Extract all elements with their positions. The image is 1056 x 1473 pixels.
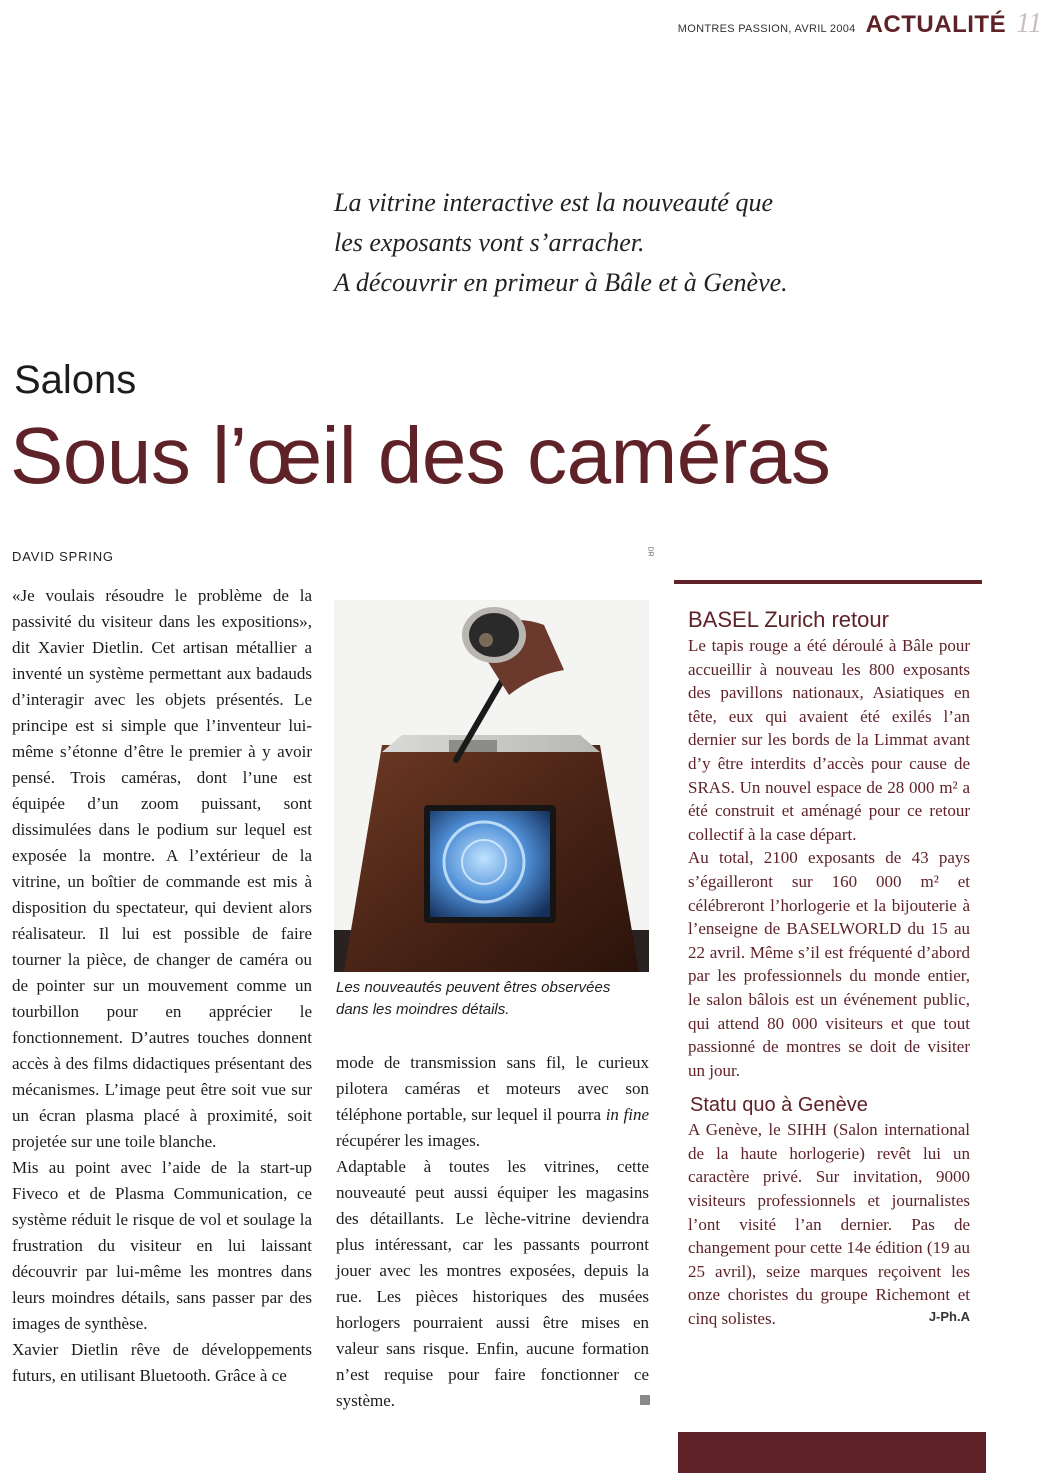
italic-phrase: in fine — [605, 1105, 649, 1124]
page-number: 11 — [1016, 8, 1042, 39]
article-paragraph: Mis au point avec l’aide de la start-up Fiveco et de Plasma Communication, ce système réduit le risque de vol et soulage la frustration du visiteur en lui laissant découvrir par lui-même les montres dans leurs moindres détails, sans passer par des images de synthèse. — [12, 1158, 312, 1333]
sidebar-title: BASEL Zurich retour — [688, 607, 889, 632]
sidebar-paragraph: A Genève, le SIHH (Salon international de la haute horlogerie) revêt lui un caractère privé. Sur invitation, 9000 visiteurs professionnels et journalistes l’ont visité l’an dernier. Pas de changement pour cette 14e édition (19 au 25 avril), seize marques reçoivent les onze choristes du groupe Richemont et cinq solistes. — [688, 1120, 970, 1329]
article-paragraph: Adaptable à toutes les vitrines, cette nouveauté peut aussi équiper les magasins des détaillants. Le lèche-vitrine deviendra plus intéressant, car les passants pourront jouer avec les montres exposées, depuis la rue. Les pièces historiques des musées horlogers pourraient aussi être mises en valeur sans risque. Enfin, aucune formation n’est requise pour faire fonctionner ce système. — [336, 1157, 649, 1410]
sidebar-paragraph: Au total, 2100 exposants de 43 pays s’égailleront sur 160 000 m² et célébreront l’horlogerie et la bijouterie à l’enseigne de BASELWORLD du 15 au 22 avril. Même s’il est fréquenté d’abord par les professionnels du monde entier, le salon bâlois est un événement public, qui attend 80 000 visiteurs et que tout passionné de montres se doit de visiter un jour. — [688, 848, 970, 1080]
sidebar-top-rule — [674, 580, 982, 584]
decorative-color-block — [678, 1432, 986, 1473]
article-paragraph: «Je voulais résoudre le problème de la passivité du visiteur dans les expositions», dit Xavier Dietlin. Cet artisan métallier a inventé un système permettant aux badauds d’interagir avec les objets présentés. Le principe est si simple que l’inventeur lui-même s’étonne d’être le premier à y avoir pensé. Trois caméras, dont l’une est équipée d’un zoom puissant, sont dissimulées dans le podium sur lequel est exposée la montre. A l’extérieur de la vitrine, un boîtier de commande est mis à disposition du spectateur, qui devient alors réalisateur. Il lui est possible de faire tourner la pièce, de changer de caméra ou de pointer sur un mouvement comme un tourbillon pour en apprécier le fonctionnement. D’autres touches donnent accès à des films didactiques présentant des mécanismes. L’image peut être soit vue sur un écran plasma placé à proximité, soit projetée sur une toile blanche. — [12, 586, 312, 1151]
article-column-2 — [336, 1050, 649, 1414]
watch-display-photo — [334, 600, 649, 972]
running-header — [500, 8, 1042, 44]
sidebar-paragraph: Le tapis rouge a été déroulé à Bâle pour accueillir à nouveau les 800 exposants des pavillons nationaux, Asiatiques en tête, eux qui avaient été exilés l’an dernier sur les bords de la Limmat avant d’y être interdits d’accès pour cause de SRAS. Un nouvel espace de 28 000 m² a été construit et aménagé pour ce retour collectif à la case départ. — [688, 636, 970, 844]
lead-line: A découvrir en primeur à Bâle et à Genève. — [334, 268, 788, 297]
article-paragraph — [336, 1050, 649, 1154]
sidebar-signature: J-Ph.A — [928, 1308, 970, 1324]
lead-paragraph — [334, 183, 934, 303]
watch-on-podium-illustration — [334, 600, 649, 972]
sidebar-box — [688, 606, 970, 1329]
section-title: ACTUALITÉ — [865, 11, 1007, 38]
text-run: mode de transmission sans fil, le curieux pilotera caméras et moteurs avec son téléphone portable, sur lequel il pourra — [336, 1053, 649, 1124]
lead-line: La vitrine interactive est la nouveauté que — [334, 188, 773, 217]
photo-caption: Les nouveautés peuvent êtres observées dans les moindres détails. — [336, 979, 611, 1018]
byline: DAVID SPRING — [12, 549, 114, 564]
sidebar-subtitle: Statu quo à Genève — [690, 1094, 868, 1117]
end-of-article-mark — [640, 1395, 650, 1405]
photo-credit: DR — [646, 546, 654, 557]
article-title: Sous l’œil des caméras — [10, 411, 831, 500]
article-paragraph: Xavier Dietlin rêve de développements futurs, en utilisant Bluetooth. Grâce à ce — [12, 1340, 312, 1385]
article-column-1 — [12, 583, 312, 1389]
article-kicker: Salons — [14, 358, 137, 402]
text-run: récupérer les images. — [336, 1131, 480, 1150]
lead-line: les exposants vont s’arracher. — [334, 228, 645, 257]
publication-name: MONTRES PASSION, AVRIL 2004 — [677, 23, 856, 35]
